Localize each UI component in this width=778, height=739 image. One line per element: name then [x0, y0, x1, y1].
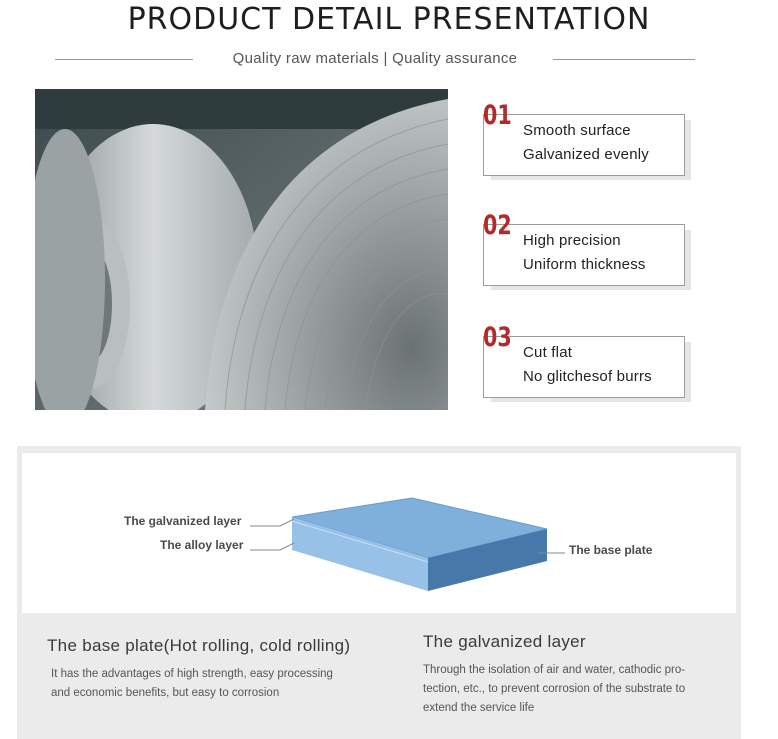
galvanized-layer-text-3: extend the service life [423, 702, 535, 714]
feature-line-1: Smooth surface [523, 122, 631, 139]
feature-line-2: Uniform thickness [523, 256, 646, 273]
steel-coil-illustration [35, 89, 448, 410]
subtitle-rule-left [55, 59, 193, 60]
leader-galvanized [250, 519, 294, 526]
base-plate-title: The base plate(Hot rolling, cold rolling) [47, 636, 351, 655]
feature-03 [483, 322, 693, 416]
plate-illustration [22, 453, 736, 613]
label-alloy-layer: The alloy layer [160, 538, 244, 552]
feature-box [483, 336, 685, 398]
feature-01 [483, 100, 693, 194]
feature-line-1: High precision [523, 232, 621, 249]
steel-coil-photo [35, 89, 448, 410]
feature-line-2: No glitchesof burrs [523, 368, 652, 385]
subtitle: Quality raw materials | Quality assurance [232, 50, 518, 67]
feature-02 [483, 210, 693, 304]
label-galvanized-layer: The galvanized layer [124, 514, 242, 528]
feature-line-2: Galvanized evenly [523, 146, 649, 163]
feature-number: 01 [483, 100, 512, 131]
feature-number: 02 [483, 210, 512, 241]
layer-info-panel [17, 446, 741, 739]
layer-diagram [22, 453, 736, 613]
leader-alloy [250, 543, 294, 550]
galvanized-layer-text-2: tection, etc., to prevent corrosion of the substrate to [423, 683, 686, 695]
page-title: PRODUCT DETAIL PRESENTATION [127, 2, 651, 37]
label-base-plate: The base plate [569, 543, 653, 557]
base-plate-text-1: It has the advantages of high strength, easy processing [51, 668, 333, 680]
galvanized-layer-text-1: Through the isolation of air and water, cathodic pro- [423, 664, 686, 676]
subtitle-row [55, 50, 695, 70]
feature-line-1: Cut flat [523, 344, 573, 361]
feature-number: 03 [483, 322, 512, 353]
galvanized-layer-title: The galvanized layer [423, 632, 586, 651]
base-plate-text-2: and economic benefits, but easy to corrosion [51, 687, 280, 699]
subtitle-rule-right [553, 59, 695, 60]
